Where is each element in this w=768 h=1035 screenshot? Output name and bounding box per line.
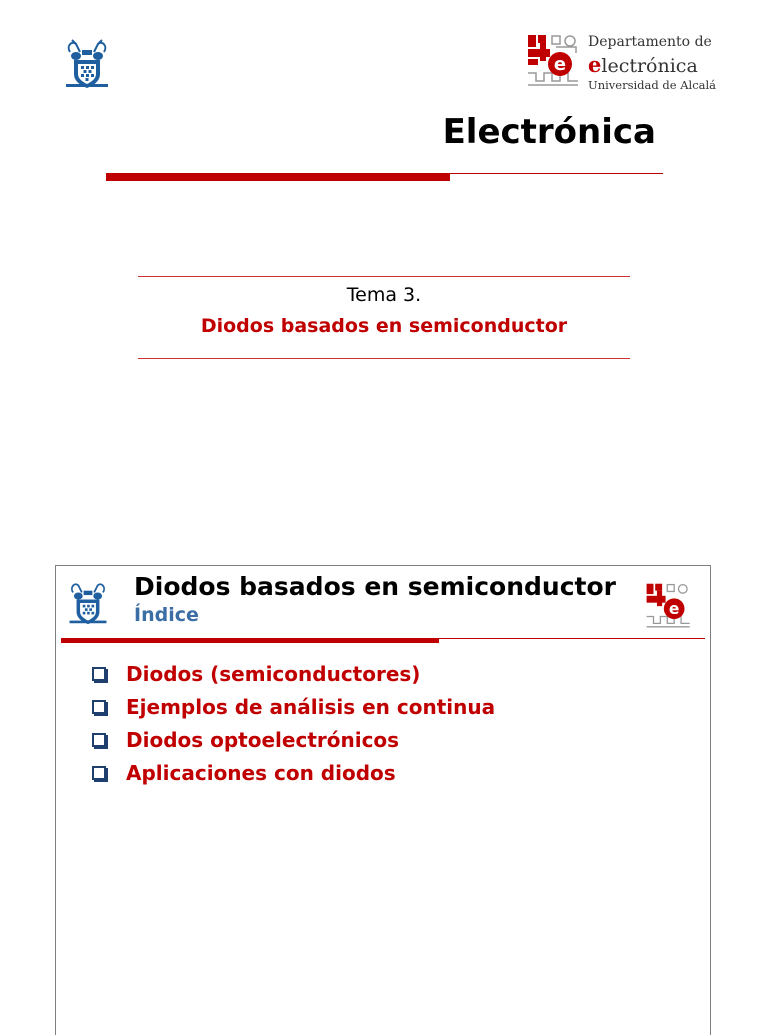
checkbox-bullet-icon — [92, 700, 106, 714]
list-item-label: Aplicaciones con diodos — [126, 761, 396, 785]
slide-title-red-bar — [61, 638, 439, 643]
university-name: Universidad de Alcalá — [588, 78, 717, 92]
list-item-label: Diodos optoelectrónicos — [126, 728, 400, 752]
title-red-bar — [106, 173, 450, 181]
index-slide — [55, 565, 711, 1035]
topic-title: Diodos basados en semiconductor — [200, 315, 568, 337]
svg-text:e: e — [553, 54, 567, 75]
checkbox-bullet-icon — [92, 766, 106, 780]
dept-logo-icon — [644, 582, 694, 632]
slide-title: Diodos basados en semiconductor — [134, 572, 616, 601]
uah-logo-icon — [62, 38, 112, 90]
dept-name-rest: lectrónica — [601, 55, 698, 77]
list-item-label: Diodos (semiconductores) — [126, 662, 421, 686]
list-item-label: Ejemplos de análisis en continua — [126, 695, 496, 719]
topic-rule-bottom — [138, 358, 630, 359]
dept-name-line1: Departamento de — [588, 34, 712, 50]
course-title: Electrónica — [442, 112, 656, 152]
uah-logo-icon — [66, 580, 110, 626]
list-item — [92, 761, 495, 794]
title-thin-rule — [450, 173, 663, 174]
topic-number: Tema 3. — [346, 284, 422, 306]
slide-subtitle: Índice — [134, 604, 199, 626]
list-item — [92, 695, 495, 728]
slide-title-thin-rule — [439, 638, 705, 639]
dept-logo-icon — [526, 33, 582, 91]
svg-text:e: e — [668, 599, 680, 618]
dept-name-line2 — [588, 52, 698, 77]
dept-name-initial: e — [588, 52, 602, 77]
index-list — [92, 662, 495, 794]
checkbox-bullet-icon — [92, 667, 106, 681]
checkbox-bullet-icon — [92, 733, 106, 747]
list-item — [92, 728, 495, 761]
topic-rule-top — [138, 276, 630, 277]
list-item — [92, 662, 495, 695]
